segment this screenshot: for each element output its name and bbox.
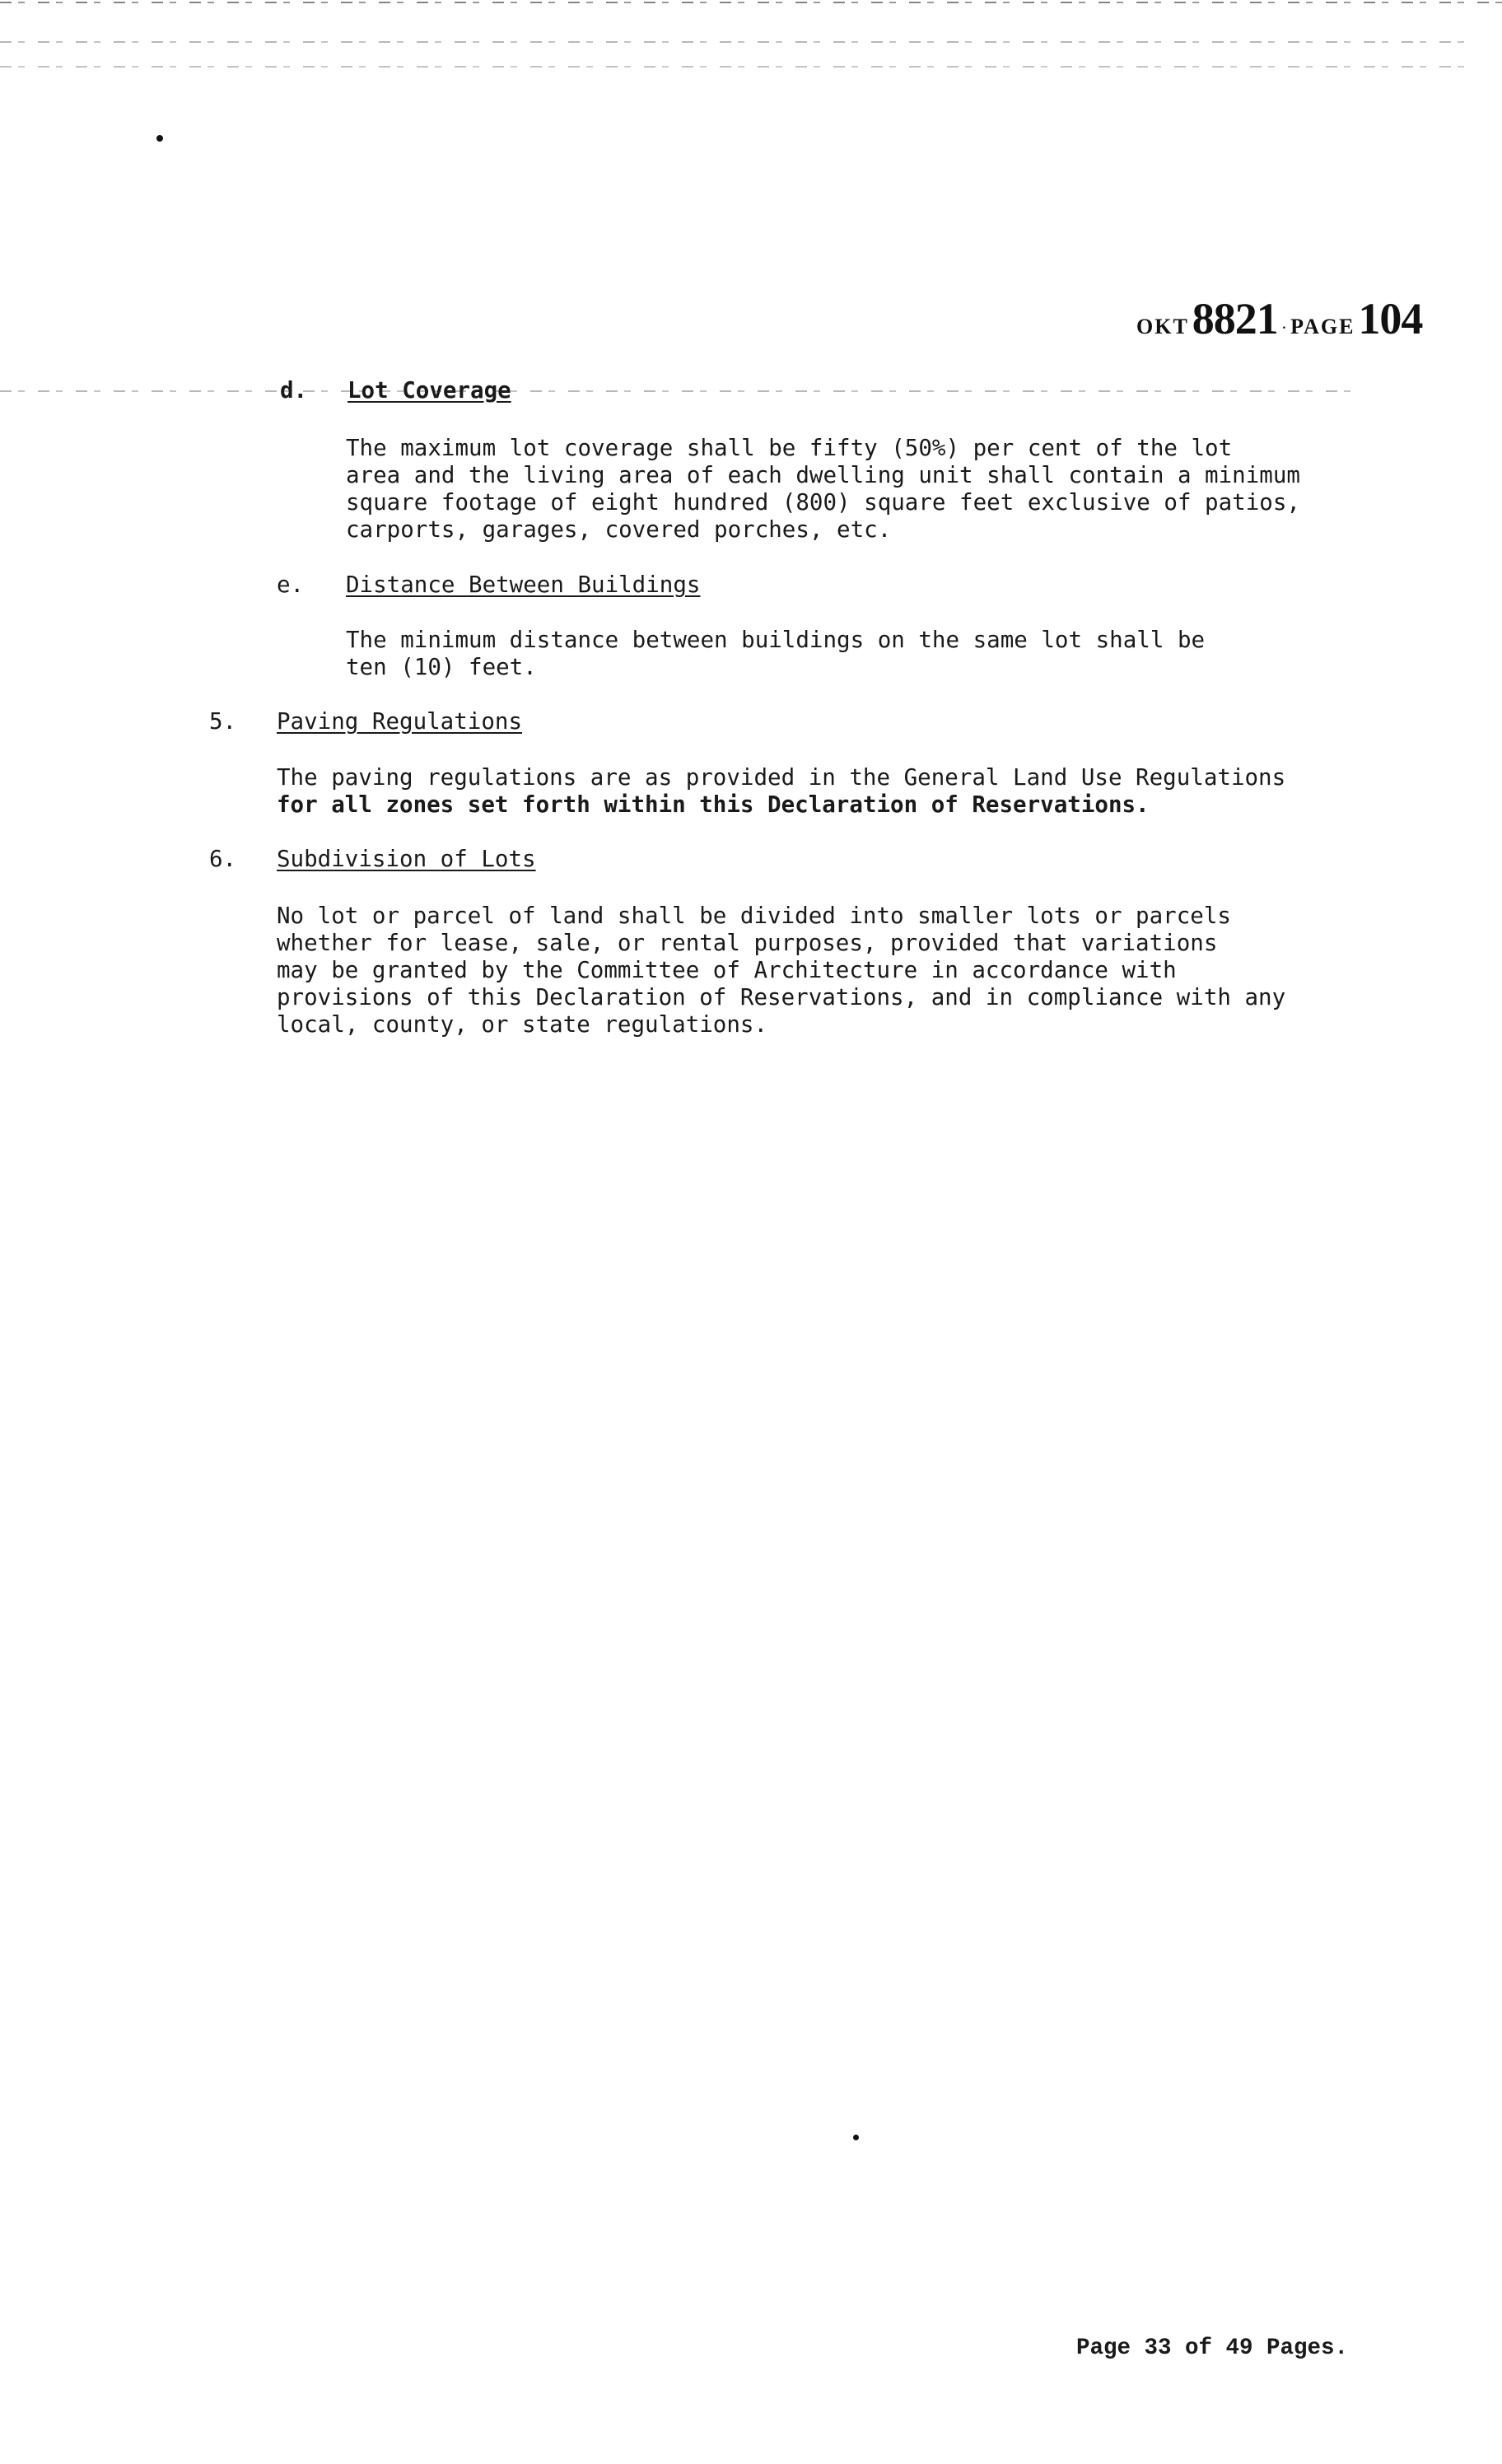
- stamp-separator: ·: [1280, 317, 1288, 338]
- book-prefix: OKT: [1136, 315, 1189, 338]
- scan-noise-line: [0, 390, 1359, 392]
- scan-noise-line: [0, 41, 1474, 43]
- section-6-marker: 6.: [209, 846, 237, 872]
- scan-noise-top: [0, 2, 1502, 3]
- section-d-line: area and the living area of each dwelling unit shall contain a minimum: [346, 462, 1300, 488]
- book-page-stamp: [1136, 293, 1433, 343]
- section-6-line: No lot or parcel of land shall be divided into smaller lots or parcels: [277, 903, 1231, 929]
- section-5-marker: 5.: [209, 708, 237, 735]
- section-d-line: square footage of eight hundred (800) square feet exclusive of patios,: [346, 489, 1300, 516]
- section-e-heading: Distance Between Buildings: [346, 572, 701, 598]
- section-e-line: ten (10) feet.: [346, 654, 537, 680]
- section-5-line: The paving regulations are as provided in the General Land Use Regulations: [277, 764, 1286, 791]
- scan-speck: [853, 2135, 859, 2140]
- section-6-line: whether for lease, sale, or rental purposes, provided that variations: [277, 930, 1218, 956]
- section-5-line: for all zones set forth within this Declaration of Reservations.: [277, 791, 1150, 818]
- section-d-line: The maximum lot coverage shall be fifty (50%) per cent of the lot: [346, 435, 1233, 461]
- book-number: 8821: [1192, 294, 1278, 343]
- section-6-line: may be granted by the Committee of Architecture in accordance with: [277, 957, 1177, 983]
- page-number: 104: [1358, 294, 1423, 343]
- section-d-marker: d.: [280, 377, 308, 404]
- page-label: PAGE: [1290, 315, 1355, 338]
- section-6-line: local, county, or state regulations.: [277, 1011, 768, 1038]
- section-5-heading: Paving Regulations: [277, 708, 523, 735]
- section-6-heading: Subdivision of Lots: [277, 846, 536, 872]
- section-6-line: provisions of this Declaration of Reservations, and in compliance with any: [277, 984, 1286, 1010]
- page-count-footer: Page 33 of 49 Pages.: [1076, 2336, 1349, 2361]
- section-d-heading: Lot Coverage: [348, 377, 511, 404]
- section-e-line: The minimum distance between buildings on the same lot shall be: [346, 627, 1206, 653]
- scan-noise-line: [0, 66, 1474, 68]
- scan-speck: [156, 135, 163, 142]
- section-e-marker: e.: [277, 572, 305, 598]
- section-d-line: carports, garages, covered porches, etc.: [346, 516, 892, 543]
